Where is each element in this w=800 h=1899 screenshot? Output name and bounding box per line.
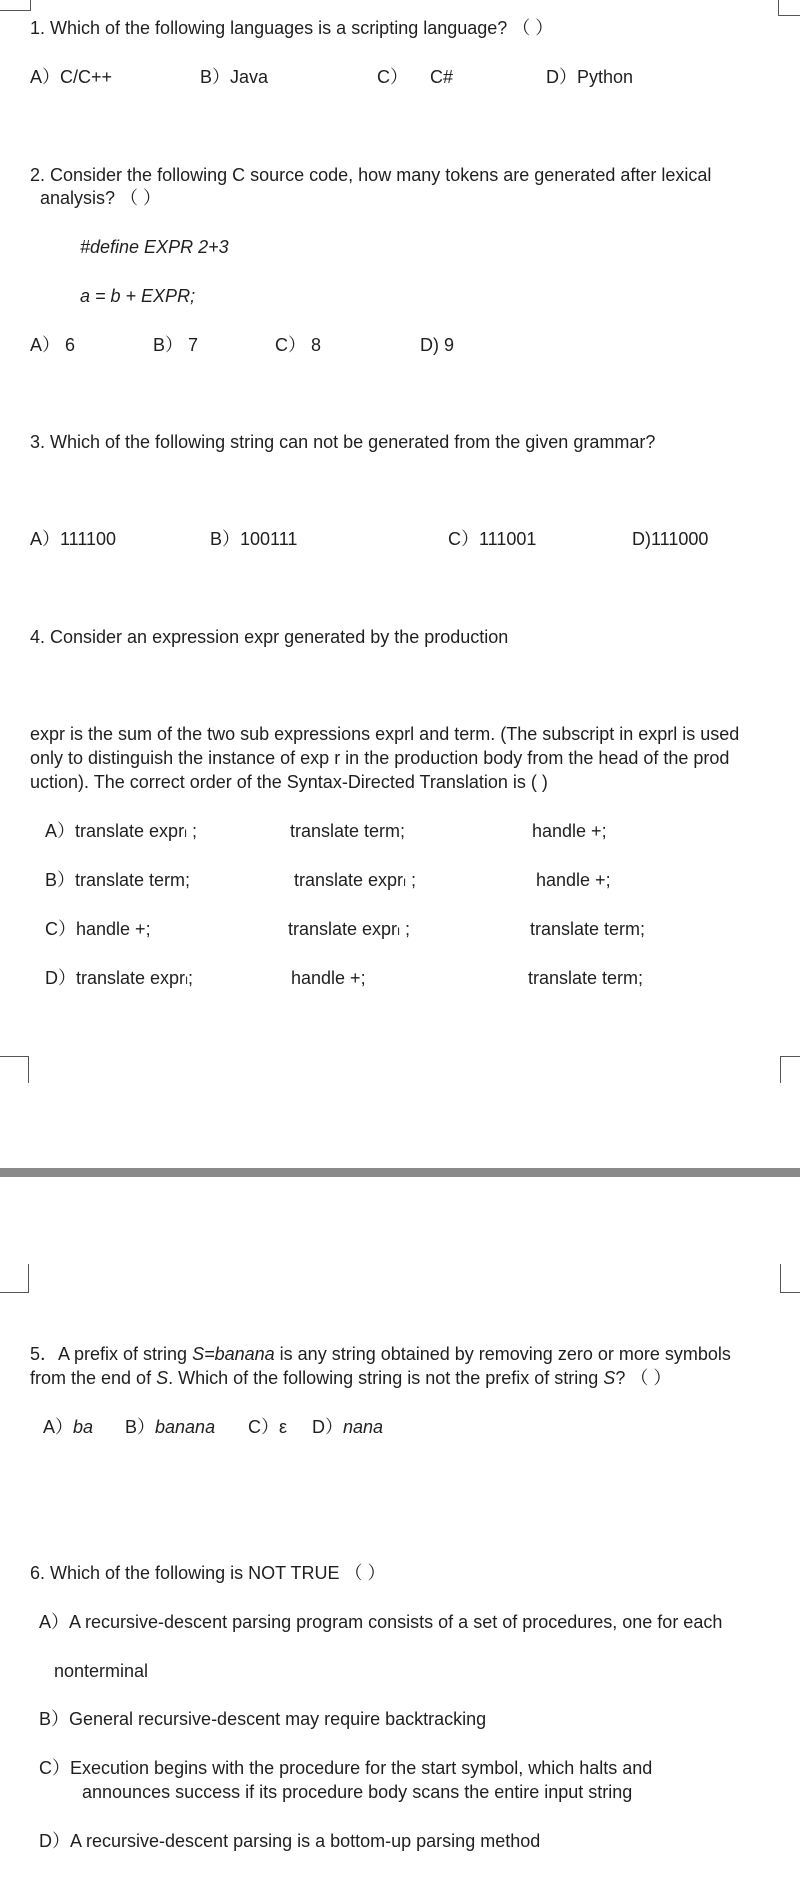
q1-option-c-value: C# [430,67,454,87]
q2-option-b[interactable]: B） 7 [153,335,199,355]
q2-stem-line1: 2. Consider the following C source code, how many tokens are generated after lexical [30,165,712,185]
q4-option-c-step2: translate exprₗ ; [288,919,411,939]
q3-option-d[interactable]: D)111000 [632,529,709,549]
q4-option-b-step1[interactable]: B）translate term; [45,870,191,890]
q2-stem-line2: analysis? （ ） [40,188,162,208]
q5-text: 5．A prefix of string [30,1344,193,1364]
corner-mark-top-left [0,0,31,11]
q5-option-c-value: ε [279,1417,288,1437]
q1-option-a[interactable]: A）C/C++ [30,67,113,87]
q4-option-d-step3: translate term; [528,968,644,988]
q5-option-c[interactable] [248,1415,287,1439]
corner-mark-mid-left [0,1056,29,1083]
q4-stem: 4. Consider an expression expr generated by the production [30,627,509,647]
q3-option-c[interactable]: C）111001 [448,529,537,549]
q6-option-c-line2: announces success if its procedure body scans the entire input string [82,1782,633,1802]
q5-string-def: S=banana [192,1344,275,1364]
q2-code-line2: a = b + EXPR; [80,286,196,306]
q5-text: from the end of [30,1368,157,1388]
q6-option-b[interactable]: B）General recursive-descent may require backtracking [39,1709,487,1729]
q5-option-d-value: nana [343,1417,384,1437]
q4-option-a-step1[interactable]: A）translate exprₗ ; [45,821,198,841]
q5-text: ? （ ） [615,1368,672,1388]
q5-option-a-value: ba [73,1417,94,1437]
corner-mark-lower-right [780,1264,800,1293]
q2-option-c[interactable]: C） 8 [275,335,322,355]
q2-code-line1: #define EXPR 2+3 [80,237,229,257]
q5-option-a-label: A） [43,1417,74,1437]
q4-option-d-step2: handle +; [291,968,366,988]
q5-option-b-label: B） [125,1417,156,1437]
q5-option-d[interactable] [312,1415,383,1439]
q4-option-d-step1[interactable]: D）translate exprₗ; [45,968,194,988]
page-separator [0,1168,800,1177]
q2-option-a[interactable]: A） 6 [30,335,76,355]
q3-stem: 3. Which of the following string can not be generated from the given grammar? [30,432,656,452]
q4-option-c-step3: translate term; [530,919,646,939]
q4-option-b-step3: handle +; [536,870,611,890]
q5-option-b[interactable] [125,1415,215,1439]
q1-stem: 1. Which of the following languages is a scripting language? （ ） [30,18,554,38]
q1-option-d[interactable]: D）Python [546,67,634,87]
q6-option-a-line2: nonterminal [54,1661,149,1681]
q6-option-a-line1[interactable]: A）A recursive-descent parsing program consists of a set of procedures, one for each [39,1612,723,1632]
q6-option-d[interactable]: D）A recursive-descent parsing is a bottom-up parsing method [39,1831,541,1851]
q6-stem: 6. Which of the following is NOT TRUE （ ） [30,1563,386,1583]
q4-para-line3: uction). The correct order of the Syntax-Directed Translation is ( ) [30,772,548,792]
q3-option-a[interactable]: A）111100 [30,529,117,549]
q4-option-b-step2: translate exprₗ ; [294,870,417,890]
q2-option-d[interactable]: D) 9 [420,335,455,355]
q4-para-line1: expr is the sum of the two sub expressions exprl and term. (The subscript in exprl is used [30,724,740,744]
q1-option-c-label[interactable]: C） [377,67,408,87]
corner-mark-mid-right [780,1056,800,1083]
q4-option-a-step2: translate term; [290,821,406,841]
corner-mark-top-right [778,0,800,16]
q4-option-a-step3: handle +; [532,821,607,841]
corner-mark-lower-left [0,1264,29,1293]
q4-option-c-step1[interactable]: C）handle +; [45,919,151,939]
q4-para-line2: only to distinguish the instance of exp r in the production body from the head of the prod [30,748,730,768]
q5-symbol-s: S [603,1368,616,1388]
q5-option-c-label: C） [248,1417,279,1437]
q5-stem-line2 [30,1366,671,1390]
q5-option-b-value: banana [155,1417,216,1437]
q5-text: is any string obtained by removing zero or more symbols [274,1344,731,1364]
q1-option-b[interactable]: B）Java [200,67,269,87]
q5-text: . Which of the following string is not the prefix of string [168,1368,604,1388]
q5-stem-line1 [30,1342,731,1366]
q5-option-d-label: D） [312,1417,343,1437]
q6-option-c-line1[interactable]: C）Execution begins with the procedure for the start symbol, which halts and [39,1758,653,1778]
q3-option-b[interactable]: B）100111 [210,529,298,549]
q5-option-a[interactable] [43,1415,93,1439]
q5-symbol-s: S [156,1368,169,1388]
